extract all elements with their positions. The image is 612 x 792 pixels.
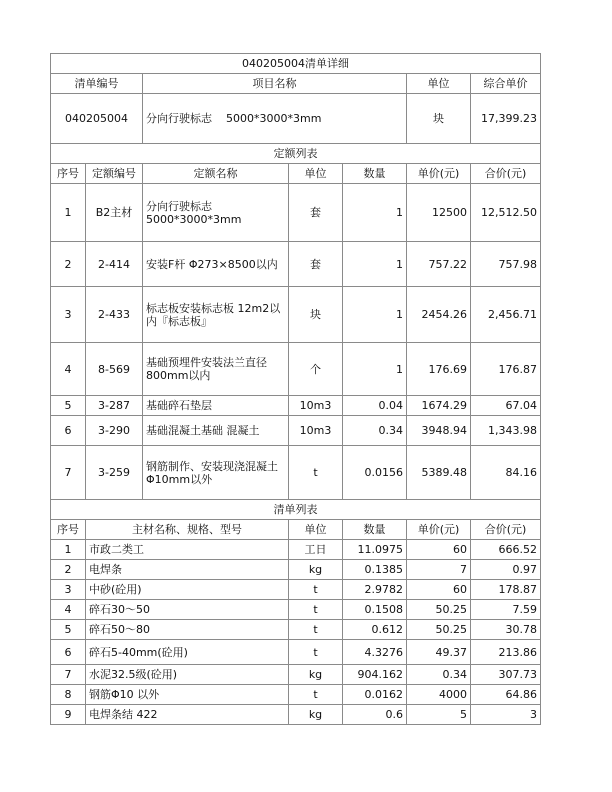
material-row: [51, 665, 541, 685]
quota-unit: 10m3: [289, 416, 343, 446]
quota-total: 2,456.71: [471, 287, 541, 343]
quota-qty: 1: [343, 184, 407, 242]
material-unit-price: 50.25: [407, 600, 471, 620]
material-seq: 3: [51, 580, 86, 600]
quota-qty: 1: [343, 287, 407, 343]
quota-unit-price: 2454.26: [407, 287, 471, 343]
material-seq: 8: [51, 685, 86, 705]
material-row: [51, 540, 541, 560]
quota-code: 3-287: [86, 396, 143, 416]
quota-unit: 套: [289, 242, 343, 287]
bill-detail-table: [50, 53, 541, 725]
material-total: 30.78: [471, 620, 541, 640]
quota-total: 84.16: [471, 446, 541, 500]
quota-total: 757.98: [471, 242, 541, 287]
table-title: 040205004清单详细: [51, 54, 541, 74]
material-seq-header: 序号: [51, 520, 86, 540]
item-unit-header: 单位: [407, 74, 471, 94]
quota-qty: 1: [343, 343, 407, 396]
quota-unit-price: 1674.29: [407, 396, 471, 416]
material-total-header: 合价(元): [471, 520, 541, 540]
quota-unit-header: 单位: [289, 164, 343, 184]
quota-unit-price-header: 单价(元): [407, 164, 471, 184]
quota-code-header: 定额编号: [86, 164, 143, 184]
material-qty: 2.9782: [343, 580, 407, 600]
quota-qty: 0.0156: [343, 446, 407, 500]
quota-total: 67.04: [471, 396, 541, 416]
item-unit: 块: [407, 94, 471, 144]
material-unit: kg: [289, 665, 343, 685]
quota-row: [51, 343, 541, 396]
quota-unit-price: 5389.48: [407, 446, 471, 500]
material-name: 碎石30～50: [86, 600, 289, 620]
quota-seq: 7: [51, 446, 86, 500]
material-name: 市政二类工: [86, 540, 289, 560]
quota-code: 2-414: [86, 242, 143, 287]
material-unit-price: 60: [407, 580, 471, 600]
material-qty: 904.162: [343, 665, 407, 685]
quota-row: [51, 446, 541, 500]
material-qty: 0.1385: [343, 560, 407, 580]
material-qty: 0.1508: [343, 600, 407, 620]
quota-row: [51, 287, 541, 343]
material-seq: 7: [51, 665, 86, 685]
quota-name: 安装F杆 Φ273×8500以内: [143, 242, 289, 287]
material-seq: 9: [51, 705, 86, 725]
item-price-header: 综合单价: [471, 74, 541, 94]
material-row: [51, 580, 541, 600]
quota-unit-price: 757.22: [407, 242, 471, 287]
material-unit-price: 4000: [407, 685, 471, 705]
material-name: 水泥32.5级(砼用): [86, 665, 289, 685]
material-total: 307.73: [471, 665, 541, 685]
quota-qty: 1: [343, 242, 407, 287]
quota-seq: 2: [51, 242, 86, 287]
material-unit: t: [289, 620, 343, 640]
quota-total: 1,343.98: [471, 416, 541, 446]
quota-seq: 4: [51, 343, 86, 396]
material-seq: 2: [51, 560, 86, 580]
material-total: 666.52: [471, 540, 541, 560]
material-total: 178.87: [471, 580, 541, 600]
item-code-header: 清单编号: [51, 74, 143, 94]
material-unit: kg: [289, 560, 343, 580]
item-code: 040205004: [51, 94, 143, 144]
quota-name: 基础碎石垫层: [143, 396, 289, 416]
material-row: [51, 640, 541, 665]
material-unit-price: 7: [407, 560, 471, 580]
material-name: 钢筋Φ10 以外: [86, 685, 289, 705]
quota-name-header: 定额名称: [143, 164, 289, 184]
material-total: 213.86: [471, 640, 541, 665]
item-name: 分向行驶标志 5000*3000*3mm: [143, 94, 407, 144]
item-name-header: 项目名称: [143, 74, 407, 94]
material-unit-price: 50.25: [407, 620, 471, 640]
material-header-row: [51, 520, 541, 540]
quota-code: 3-290: [86, 416, 143, 446]
quota-seq: 5: [51, 396, 86, 416]
material-unit-price-header: 单价(元): [407, 520, 471, 540]
item-header-row: [51, 74, 541, 94]
quota-qty-header: 数量: [343, 164, 407, 184]
title-row: [51, 54, 541, 74]
material-qty-header: 数量: [343, 520, 407, 540]
quota-unit-price: 3948.94: [407, 416, 471, 446]
material-total: 64.86: [471, 685, 541, 705]
quota-qty: 0.34: [343, 416, 407, 446]
quota-seq: 3: [51, 287, 86, 343]
material-seq: 6: [51, 640, 86, 665]
quota-name: 基础预埋件安装法兰直径800mm以内: [143, 343, 289, 396]
quota-unit-price: 12500: [407, 184, 471, 242]
material-seq: 1: [51, 540, 86, 560]
material-qty: 11.0975: [343, 540, 407, 560]
material-total: 3: [471, 705, 541, 725]
material-unit: t: [289, 600, 343, 620]
material-name-header: 主材名称、规格、型号: [86, 520, 289, 540]
quota-row: [51, 242, 541, 287]
material-qty: 0.6: [343, 705, 407, 725]
material-unit: kg: [289, 705, 343, 725]
quota-row: [51, 416, 541, 446]
material-row: [51, 620, 541, 640]
quota-total-header: 合价(元): [471, 164, 541, 184]
item-row: [51, 94, 541, 144]
material-row: [51, 560, 541, 580]
item-price: 17,399.23: [471, 94, 541, 144]
quota-name: 分向行驶标志 5000*3000*3mm: [143, 184, 289, 242]
quota-section-row: [51, 144, 541, 164]
quota-total: 176.87: [471, 343, 541, 396]
quota-name: 基础混凝土基础 混凝土: [143, 416, 289, 446]
quota-row: [51, 184, 541, 242]
material-qty: 0.612: [343, 620, 407, 640]
material-qty: 4.3276: [343, 640, 407, 665]
material-row: [51, 705, 541, 725]
material-name: 电焊条: [86, 560, 289, 580]
quota-unit: t: [289, 446, 343, 500]
material-name: 碎石5-40mm(砼用): [86, 640, 289, 665]
quota-code: 2-433: [86, 287, 143, 343]
material-unit: t: [289, 640, 343, 665]
material-seq: 5: [51, 620, 86, 640]
material-unit-price: 5: [407, 705, 471, 725]
quota-header-row: [51, 164, 541, 184]
quota-qty: 0.04: [343, 396, 407, 416]
quota-name: 钢筋制作、安装现浇混凝土Φ10mm以外: [143, 446, 289, 500]
material-unit-price: 60: [407, 540, 471, 560]
material-name: 碎石50～80: [86, 620, 289, 640]
quota-code: 3-259: [86, 446, 143, 500]
material-unit: t: [289, 685, 343, 705]
quota-seq-header: 序号: [51, 164, 86, 184]
material-seq: 4: [51, 600, 86, 620]
material-name: 中砂(砼用): [86, 580, 289, 600]
material-section-row: [51, 500, 541, 520]
material-row: [51, 600, 541, 620]
material-unit: t: [289, 580, 343, 600]
material-section-title: 清单列表: [51, 500, 541, 520]
quota-unit: 套: [289, 184, 343, 242]
quota-section-title: 定额列表: [51, 144, 541, 164]
material-unit-price: 0.34: [407, 665, 471, 685]
material-total: 7.59: [471, 600, 541, 620]
quota-unit: 块: [289, 287, 343, 343]
quota-unit: 个: [289, 343, 343, 396]
quota-unit: 10m3: [289, 396, 343, 416]
quota-unit-price: 176.69: [407, 343, 471, 396]
material-name: 电焊条结 422: [86, 705, 289, 725]
quota-total: 12,512.50: [471, 184, 541, 242]
quota-code: B2主材: [86, 184, 143, 242]
quota-seq: 6: [51, 416, 86, 446]
material-total: 0.97: [471, 560, 541, 580]
material-row: [51, 685, 541, 705]
material-unit-header: 单位: [289, 520, 343, 540]
material-unit: 工日: [289, 540, 343, 560]
material-unit-price: 49.37: [407, 640, 471, 665]
quota-row: [51, 396, 541, 416]
quota-name: 标志板安装标志板 12m2以内『标志板』: [143, 287, 289, 343]
material-qty: 0.0162: [343, 685, 407, 705]
quota-seq: 1: [51, 184, 86, 242]
quota-code: 8-569: [86, 343, 143, 396]
